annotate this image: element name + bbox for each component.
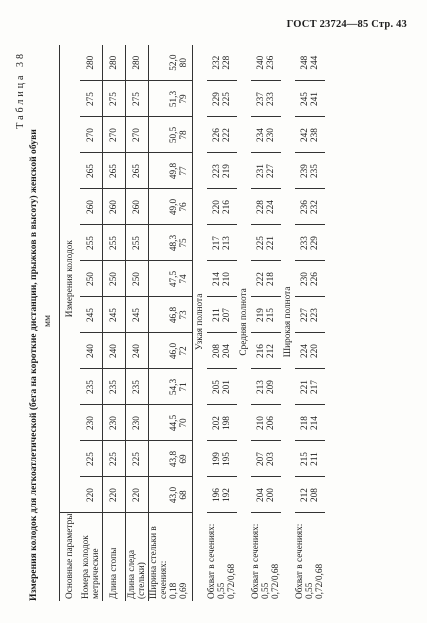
section-value-line: 204 <box>222 344 232 358</box>
section-value-line: 195 <box>222 452 232 466</box>
shirina-value <box>149 333 193 369</box>
shirina-value-line: 78 <box>179 130 189 140</box>
section-value-line: 220 <box>212 200 222 214</box>
section-value <box>251 45 281 81</box>
section-value-line: 201 <box>222 380 232 394</box>
section-value <box>207 189 237 225</box>
shirina-value-line: 76 <box>179 202 189 212</box>
section-value-line: 212 <box>266 344 276 358</box>
shirina-value-line: 73 <box>179 310 189 320</box>
param-value: 260 <box>80 189 103 225</box>
section-value-line: 207 <box>222 308 232 322</box>
section-value-line: 236 <box>300 200 310 214</box>
section-value <box>295 153 325 189</box>
section-value-line: 242 <box>300 128 310 142</box>
shirina-value-line: 52,0 <box>169 54 179 71</box>
section-value-line: 238 <box>310 128 320 142</box>
section-value-line: 233 <box>300 236 310 250</box>
section-value-line: 211 <box>310 452 320 466</box>
section-value-line: 221 <box>266 236 276 250</box>
shirina-value <box>149 117 193 153</box>
param-value: 255 <box>126 225 149 261</box>
section-value-line: 214 <box>212 272 222 286</box>
section-value-line: 228 <box>256 200 266 214</box>
param-value: 230 <box>80 405 103 441</box>
section-value <box>207 477 237 513</box>
section-value-line: 237 <box>256 92 266 106</box>
param-value: 265 <box>80 153 103 189</box>
section-value-line: 204 <box>256 488 266 502</box>
section-value-line: 199 <box>212 452 222 466</box>
shirina-value-line: 46,8 <box>169 306 179 324</box>
shirina-value-line: 71 <box>179 382 189 392</box>
section-value <box>207 369 237 405</box>
section-label-line: Обхват в сечениях: <box>207 523 217 599</box>
section-value-line: 236 <box>266 55 276 70</box>
shirina-value-line: 47,5 <box>169 270 179 288</box>
section-value-line: 208 <box>310 488 320 502</box>
section-value-line: 202 <box>212 416 222 430</box>
shirina-value-line: 51,3 <box>169 90 179 108</box>
section-value-line: 211 <box>212 308 222 322</box>
param-value: 275 <box>126 81 149 117</box>
section-value-line: 220 <box>310 344 320 358</box>
section-value-line: 232 <box>212 55 222 70</box>
measure-header: Измерения колодок <box>60 45 81 513</box>
section-value-line: 216 <box>222 200 232 214</box>
section-value-line: 248 <box>300 55 310 70</box>
shirina-value-line: 49,8 <box>169 162 179 180</box>
section-value <box>251 225 281 261</box>
section-label-line: Обхват в сечениях: <box>295 523 305 599</box>
section-value-line: 198 <box>222 416 232 430</box>
shirina-value-line: 68 <box>179 490 189 500</box>
shirina-value-line: 74 <box>179 274 189 284</box>
shirina-value <box>149 189 193 225</box>
table-number: Таблица 38 <box>15 51 26 129</box>
unit-label: мм <box>43 314 53 328</box>
section-value <box>295 261 325 297</box>
section-value-line: 218 <box>266 272 276 286</box>
shirina-label <box>149 513 193 601</box>
shirina-value-line: 79 <box>179 94 189 104</box>
shirina-value <box>149 225 193 261</box>
section-value <box>295 333 325 369</box>
param-value: 280 <box>126 45 149 81</box>
section-value-line: 224 <box>266 200 276 214</box>
shirina-label-line: 0,18 <box>169 582 179 599</box>
section-value <box>251 477 281 513</box>
section-value-line: 241 <box>310 92 320 106</box>
section-value-line: 203 <box>266 452 276 466</box>
section-value-line: 215 <box>266 308 276 322</box>
param-value: 280 <box>80 45 103 81</box>
param-value: 260 <box>126 189 149 225</box>
shirina-value-line: 44,5 <box>169 414 179 432</box>
section-row-label <box>295 513 325 601</box>
section-value-line: 206 <box>266 416 276 430</box>
shirina-value <box>149 369 193 405</box>
param-value: 270 <box>103 117 126 153</box>
param-value: 270 <box>126 117 149 153</box>
section-value-line: 221 <box>300 380 310 394</box>
shirina-value <box>149 441 193 477</box>
section-value-line: 228 <box>222 55 232 70</box>
param-header: Основные параметры <box>60 513 81 601</box>
section-value <box>251 189 281 225</box>
shirina-value <box>149 405 193 441</box>
section-label-line: 0,72/0,68 <box>227 563 237 599</box>
section-value-line: 222 <box>222 128 232 142</box>
section-value <box>295 477 325 513</box>
section-row-label <box>207 513 237 601</box>
param-value: 255 <box>80 225 103 261</box>
section-value-line: 226 <box>212 128 222 142</box>
section-value-line: 244 <box>310 55 320 70</box>
section-value <box>207 153 237 189</box>
section-value <box>251 333 281 369</box>
param-value: 235 <box>103 369 126 405</box>
section-value <box>251 153 281 189</box>
section-value-line: 235 <box>310 164 320 178</box>
param-value: 220 <box>80 477 103 513</box>
section-value-line: 205 <box>212 380 222 394</box>
shirina-value-line: 48,3 <box>169 234 179 252</box>
section-value <box>295 81 325 117</box>
section-value-line: 216 <box>256 344 266 358</box>
param-value: 225 <box>126 441 149 477</box>
section-value-line: 215 <box>300 452 310 466</box>
param-value: 255 <box>103 225 126 261</box>
section-value-line: 210 <box>256 416 266 430</box>
section-value <box>207 261 237 297</box>
param-value: 275 <box>103 81 126 117</box>
section-value <box>295 117 325 153</box>
section-value <box>295 189 325 225</box>
section-value-line: 245 <box>300 92 310 106</box>
param-value: 265 <box>126 153 149 189</box>
section-value <box>295 45 325 81</box>
param-label: Номера колодок метрические <box>80 513 103 601</box>
section-value <box>207 225 237 261</box>
section-value-line: 209 <box>266 380 276 394</box>
page-header: ГОСТ 23724—85 Стр. 43 <box>286 19 407 30</box>
param-value: 275 <box>80 81 103 117</box>
section-value-line: 225 <box>256 236 266 250</box>
section-value-line: 192 <box>222 488 232 502</box>
section-value-line: 208 <box>212 344 222 358</box>
param-value: 265 <box>103 153 126 189</box>
measurements-table <box>59 45 325 601</box>
section-value-line: 232 <box>310 200 320 214</box>
section-value-line: 200 <box>266 488 276 502</box>
section-value-line: 227 <box>266 164 276 178</box>
section-value-line: 224 <box>300 344 310 358</box>
param-value: 250 <box>126 261 149 297</box>
section-value <box>207 45 237 81</box>
section-label-line: Обхват в сечениях: <box>251 523 261 599</box>
section-value <box>207 81 237 117</box>
shirina-label-line: Ширина стельки в сечениях: <box>149 526 169 599</box>
section-value-line: 217 <box>310 380 320 394</box>
section-value <box>295 225 325 261</box>
section-value-line: 223 <box>310 308 320 322</box>
section-value-line: 230 <box>266 128 276 142</box>
section-value-line: 225 <box>222 92 232 106</box>
section-value <box>207 405 237 441</box>
shirina-value-line: 69 <box>179 454 189 464</box>
section-label-line: 0,55 <box>261 582 271 599</box>
param-value: 230 <box>103 405 126 441</box>
param-value: 280 <box>103 45 126 81</box>
section-value-line: 240 <box>256 55 266 70</box>
shirina-value-line: 49,0 <box>169 198 179 216</box>
section-value <box>207 333 237 369</box>
param-value: 220 <box>126 477 149 513</box>
section-value-line: 231 <box>256 164 266 178</box>
shirina-value-line: 54,3 <box>169 378 179 396</box>
section-value-line: 210 <box>222 272 232 286</box>
table-title: Измерения колодок для легкоатлетической (бега на короткие дистанции, прыжков в высоту) женской обуви <box>28 129 39 601</box>
param-value: 240 <box>103 333 126 369</box>
section-value <box>251 117 281 153</box>
section-value-line: 227 <box>300 308 310 322</box>
param-value: 245 <box>126 297 149 333</box>
section-value <box>207 297 237 333</box>
rotated-table-page <box>3 41 403 601</box>
shirina-value <box>149 81 193 117</box>
shirina-value <box>149 477 193 513</box>
param-value: 245 <box>80 297 103 333</box>
section-value <box>295 441 325 477</box>
param-value: 235 <box>80 369 103 405</box>
shirina-value-line: 70 <box>179 418 189 428</box>
param-value: 270 <box>80 117 103 153</box>
shirina-value-line: 43,0 <box>169 486 179 504</box>
param-value: 220 <box>103 477 126 513</box>
param-value: 225 <box>80 441 103 477</box>
section-value-line: 222 <box>256 272 266 286</box>
section-value <box>251 81 281 117</box>
param-value: 240 <box>80 333 103 369</box>
section-title: Узкая полнота <box>195 293 205 351</box>
section-value <box>251 441 281 477</box>
section-value-line: 214 <box>310 416 320 430</box>
section-value <box>207 117 237 153</box>
param-value: 225 <box>103 441 126 477</box>
param-value: 235 <box>126 369 149 405</box>
shirina-value-line: 43,8 <box>169 450 179 468</box>
param-value: 245 <box>103 297 126 333</box>
section-row-label <box>251 513 281 601</box>
param-value: 250 <box>103 261 126 297</box>
section-value-line: 219 <box>222 164 232 178</box>
section-value <box>251 261 281 297</box>
section-value <box>295 369 325 405</box>
section-value-line: 213 <box>256 380 266 394</box>
section-value-line: 226 <box>310 272 320 286</box>
shirina-value <box>149 153 193 189</box>
shirina-value-line: 72 <box>179 346 189 356</box>
section-title: Средняя полнота <box>239 288 249 356</box>
section-label-line: 0,72/0,68 <box>271 563 281 599</box>
param-label: Длина следа (стельки) <box>126 513 149 601</box>
param-value: 250 <box>80 261 103 297</box>
section-value-line: 196 <box>212 488 222 502</box>
shirina-value-line: 50,5 <box>169 126 179 144</box>
shirina-value <box>149 297 193 333</box>
section-value-line: 229 <box>310 236 320 250</box>
section-label-line: 0,55 <box>217 582 227 599</box>
section-value-line: 234 <box>256 128 266 142</box>
section-value <box>295 297 325 333</box>
shirina-value-line: 75 <box>179 238 189 248</box>
section-label-line: 0,55 <box>305 582 315 599</box>
section-value-line: 207 <box>256 452 266 466</box>
section-value-line: 223 <box>212 164 222 178</box>
shirina-value <box>149 261 193 297</box>
param-value: 240 <box>126 333 149 369</box>
section-value <box>251 297 281 333</box>
section-value <box>295 405 325 441</box>
section-value-line: 212 <box>300 488 310 502</box>
section-label-line: 0,72/0,68 <box>315 563 325 599</box>
section-value-line: 213 <box>222 236 232 250</box>
section-value-line: 230 <box>300 272 310 286</box>
param-label: Длина стопы <box>103 513 126 601</box>
param-value: 260 <box>103 189 126 225</box>
section-value-line: 219 <box>256 308 266 322</box>
section-value <box>251 369 281 405</box>
section-value-line: 218 <box>300 416 310 430</box>
section-title: Широкая полнота <box>283 286 293 358</box>
section-value-line: 229 <box>212 92 222 106</box>
shirina-label-line: 0,69 <box>179 582 189 599</box>
shirina-value-line: 77 <box>179 166 189 176</box>
shirina-value-line: 80 <box>179 58 189 68</box>
section-value <box>251 405 281 441</box>
section-value <box>207 441 237 477</box>
shirina-value <box>149 45 193 81</box>
param-value: 230 <box>126 405 149 441</box>
section-value-line: 217 <box>212 236 222 250</box>
shirina-value-line: 46,0 <box>169 342 179 360</box>
section-value-line: 233 <box>266 92 276 106</box>
section-value-line: 239 <box>300 164 310 178</box>
